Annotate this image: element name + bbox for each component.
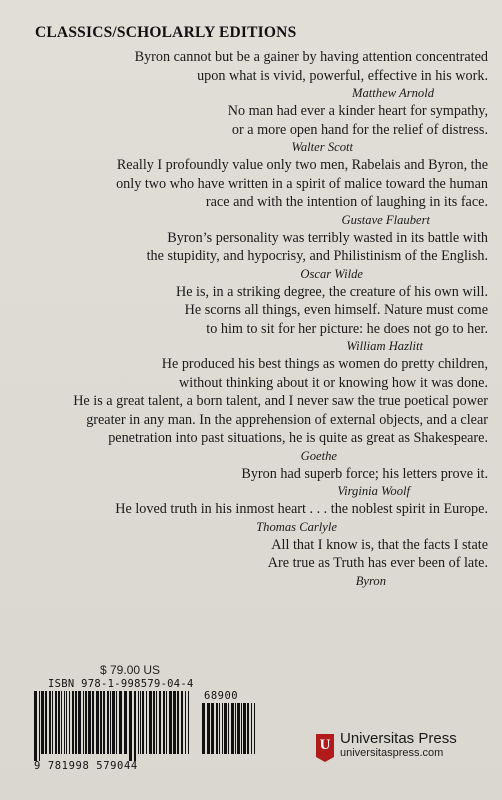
barcode-bar — [153, 691, 155, 754]
barcode-bar — [85, 691, 87, 754]
ean-bars — [34, 691, 192, 761]
barcode-bar — [92, 691, 94, 754]
barcode-bar — [207, 703, 210, 754]
barcode-bar — [224, 703, 227, 754]
barcode-bar — [251, 703, 252, 754]
barcode-bar — [134, 691, 136, 761]
quote-line: to him to sit for her picture: he does not go to her. — [206, 320, 488, 337]
quote — [18, 500, 488, 536]
quote-line: Byron cannot but be a gainer by having attention concentrated — [134, 49, 488, 65]
barcode-bar — [169, 691, 172, 754]
quote-line: greater in any man. In the apprehension of external objects, and a clear — [86, 411, 488, 428]
barcode-bar — [241, 703, 242, 754]
barcode-bar — [110, 691, 111, 754]
barcode-bar — [237, 703, 240, 754]
quote-author: Walter Scott — [291, 140, 353, 154]
barcode-bar — [58, 691, 60, 754]
barcode-bar — [112, 691, 115, 754]
quote-author: Oscar Wilde — [300, 266, 363, 281]
publisher-name: Universitas Press — [340, 730, 457, 747]
barcode-bar — [166, 691, 167, 754]
barcode-bar — [45, 691, 47, 754]
barcode-bar — [100, 691, 102, 754]
quote-line: All that I know is, that the facts I state — [271, 536, 488, 553]
barcode-bar — [219, 703, 220, 754]
barcode-bar — [185, 691, 186, 754]
quote-line: He produced his best things as women do pretty children, — [161, 356, 488, 372]
barcode-bar — [222, 703, 223, 754]
ean-digits: 9 781998 579044 — [34, 760, 138, 772]
barcode-bar — [140, 691, 141, 754]
publisher-logo-icon: U — [316, 734, 334, 757]
price-label: $ 79.00 US — [100, 663, 161, 677]
quote-line: upon what is vivid, powerful, effective in his work. — [197, 67, 488, 84]
quote-line: penetration into past situations, he is quite as great as Shakespeare. — [108, 430, 488, 446]
barcode-bar — [211, 703, 214, 754]
barcode-bar — [156, 691, 157, 754]
quote-author: Byron — [355, 573, 386, 588]
series-label: CLASSICS/SCHOLARLY EDITIONS — [35, 24, 297, 41]
quote-line: Byron’s personality was terribly wasted in its battle with — [167, 229, 488, 246]
publisher-logo-block — [316, 723, 502, 767]
barcode-bar — [142, 691, 144, 754]
quote-line: He loved truth in his inmost heart . . . the noblest spirit in Europe. — [115, 501, 488, 517]
quote-line: race and with the intention of laughing in its face. — [205, 194, 488, 210]
quote — [18, 48, 488, 102]
barcode-bar — [235, 703, 236, 754]
barcode-bar — [163, 691, 165, 754]
quote-line: the stupidity, and hypocrisy, and Philistinism of the English. — [146, 248, 488, 264]
barcode-bar — [202, 703, 205, 754]
barcode-bar — [107, 691, 109, 754]
quote-author: Thomas Carlyle — [256, 519, 337, 534]
quote-author: William Hazlitt — [346, 339, 423, 353]
barcode-bar — [243, 703, 246, 754]
quote — [18, 283, 488, 356]
barcode-bar — [96, 691, 99, 754]
barcode-bar — [116, 691, 117, 754]
quote-line: He is, in a striking degree, the creature of his own will. — [175, 283, 488, 300]
addon-digits: 68900 — [204, 690, 239, 702]
barcode-bar — [34, 691, 37, 761]
barcode-bar — [103, 691, 105, 754]
publisher-text — [340, 730, 457, 760]
barcode-bar — [228, 703, 229, 754]
barcode-bar — [177, 691, 179, 754]
barcode-bar — [124, 691, 127, 754]
barcode-bar — [52, 691, 53, 754]
barcode-bar — [254, 703, 255, 754]
barcode-bar — [61, 691, 62, 754]
publisher-url: universitaspress.com — [340, 747, 444, 759]
barcode-bar — [247, 703, 249, 754]
quote — [18, 229, 488, 283]
barcode-bar — [159, 691, 161, 754]
barcode-bar — [188, 691, 189, 754]
quote — [18, 536, 488, 590]
quote-line: He scorns all things, even himself. Nature must come — [184, 302, 488, 318]
quote — [18, 156, 488, 229]
quote-author: Goethe — [300, 448, 337, 463]
quote-line: No man had ever a kinder heart for sympathy, — [227, 103, 488, 119]
barcode-bar — [72, 691, 74, 754]
quote-line: without thinking about it or knowing how it was done. — [179, 374, 488, 391]
barcode-bar — [173, 691, 176, 754]
barcode-bar — [64, 691, 65, 754]
barcode-bar — [78, 691, 81, 754]
quote-line: Byron had superb force; his letters prove it. — [241, 465, 488, 482]
quote — [18, 102, 488, 156]
barcode-bar — [75, 691, 77, 754]
barcode-bar — [129, 691, 132, 761]
quote-line: Are true as Truth has ever been of late. — [267, 555, 488, 571]
barcode-bar — [149, 691, 152, 754]
quote-line: He is a great talent, a born talent, and I never saw the true poetical power — [73, 393, 488, 409]
barcode-bar — [119, 691, 122, 754]
barcode-bar — [83, 691, 84, 754]
barcode-bar — [231, 703, 234, 754]
barcode-bar — [41, 691, 44, 754]
quote-author: Virginia Woolf — [337, 484, 410, 498]
quote-line: or a more open hand for the relief of distress. — [231, 121, 488, 138]
barcode-bar — [69, 691, 70, 754]
quote-author: Gustave Flaubert — [341, 212, 430, 227]
quote — [18, 465, 488, 501]
barcode-bar — [146, 691, 147, 754]
quotes-block — [18, 48, 488, 590]
barcode-bar — [88, 691, 91, 754]
addon-bars — [202, 703, 258, 761]
barcode-bar — [138, 691, 139, 754]
barcode-bar — [181, 691, 183, 754]
barcode-bar — [66, 691, 67, 754]
isbn-label: ISBN 978-1-998579-04-4 — [48, 678, 194, 690]
quote-line: Really I profoundly value only two men, Rabelais and Byron, the — [116, 157, 488, 173]
barcode-bar — [49, 691, 51, 754]
barcode-bar — [39, 691, 40, 761]
isbn-barcode — [34, 663, 260, 775]
quote — [18, 355, 488, 465]
quote-author: Matthew Arnold — [352, 86, 434, 100]
quote-line: only two who have written in a spirit of malice toward the human — [116, 175, 488, 192]
barcode-bar — [216, 703, 218, 754]
barcode-bar — [55, 691, 57, 754]
